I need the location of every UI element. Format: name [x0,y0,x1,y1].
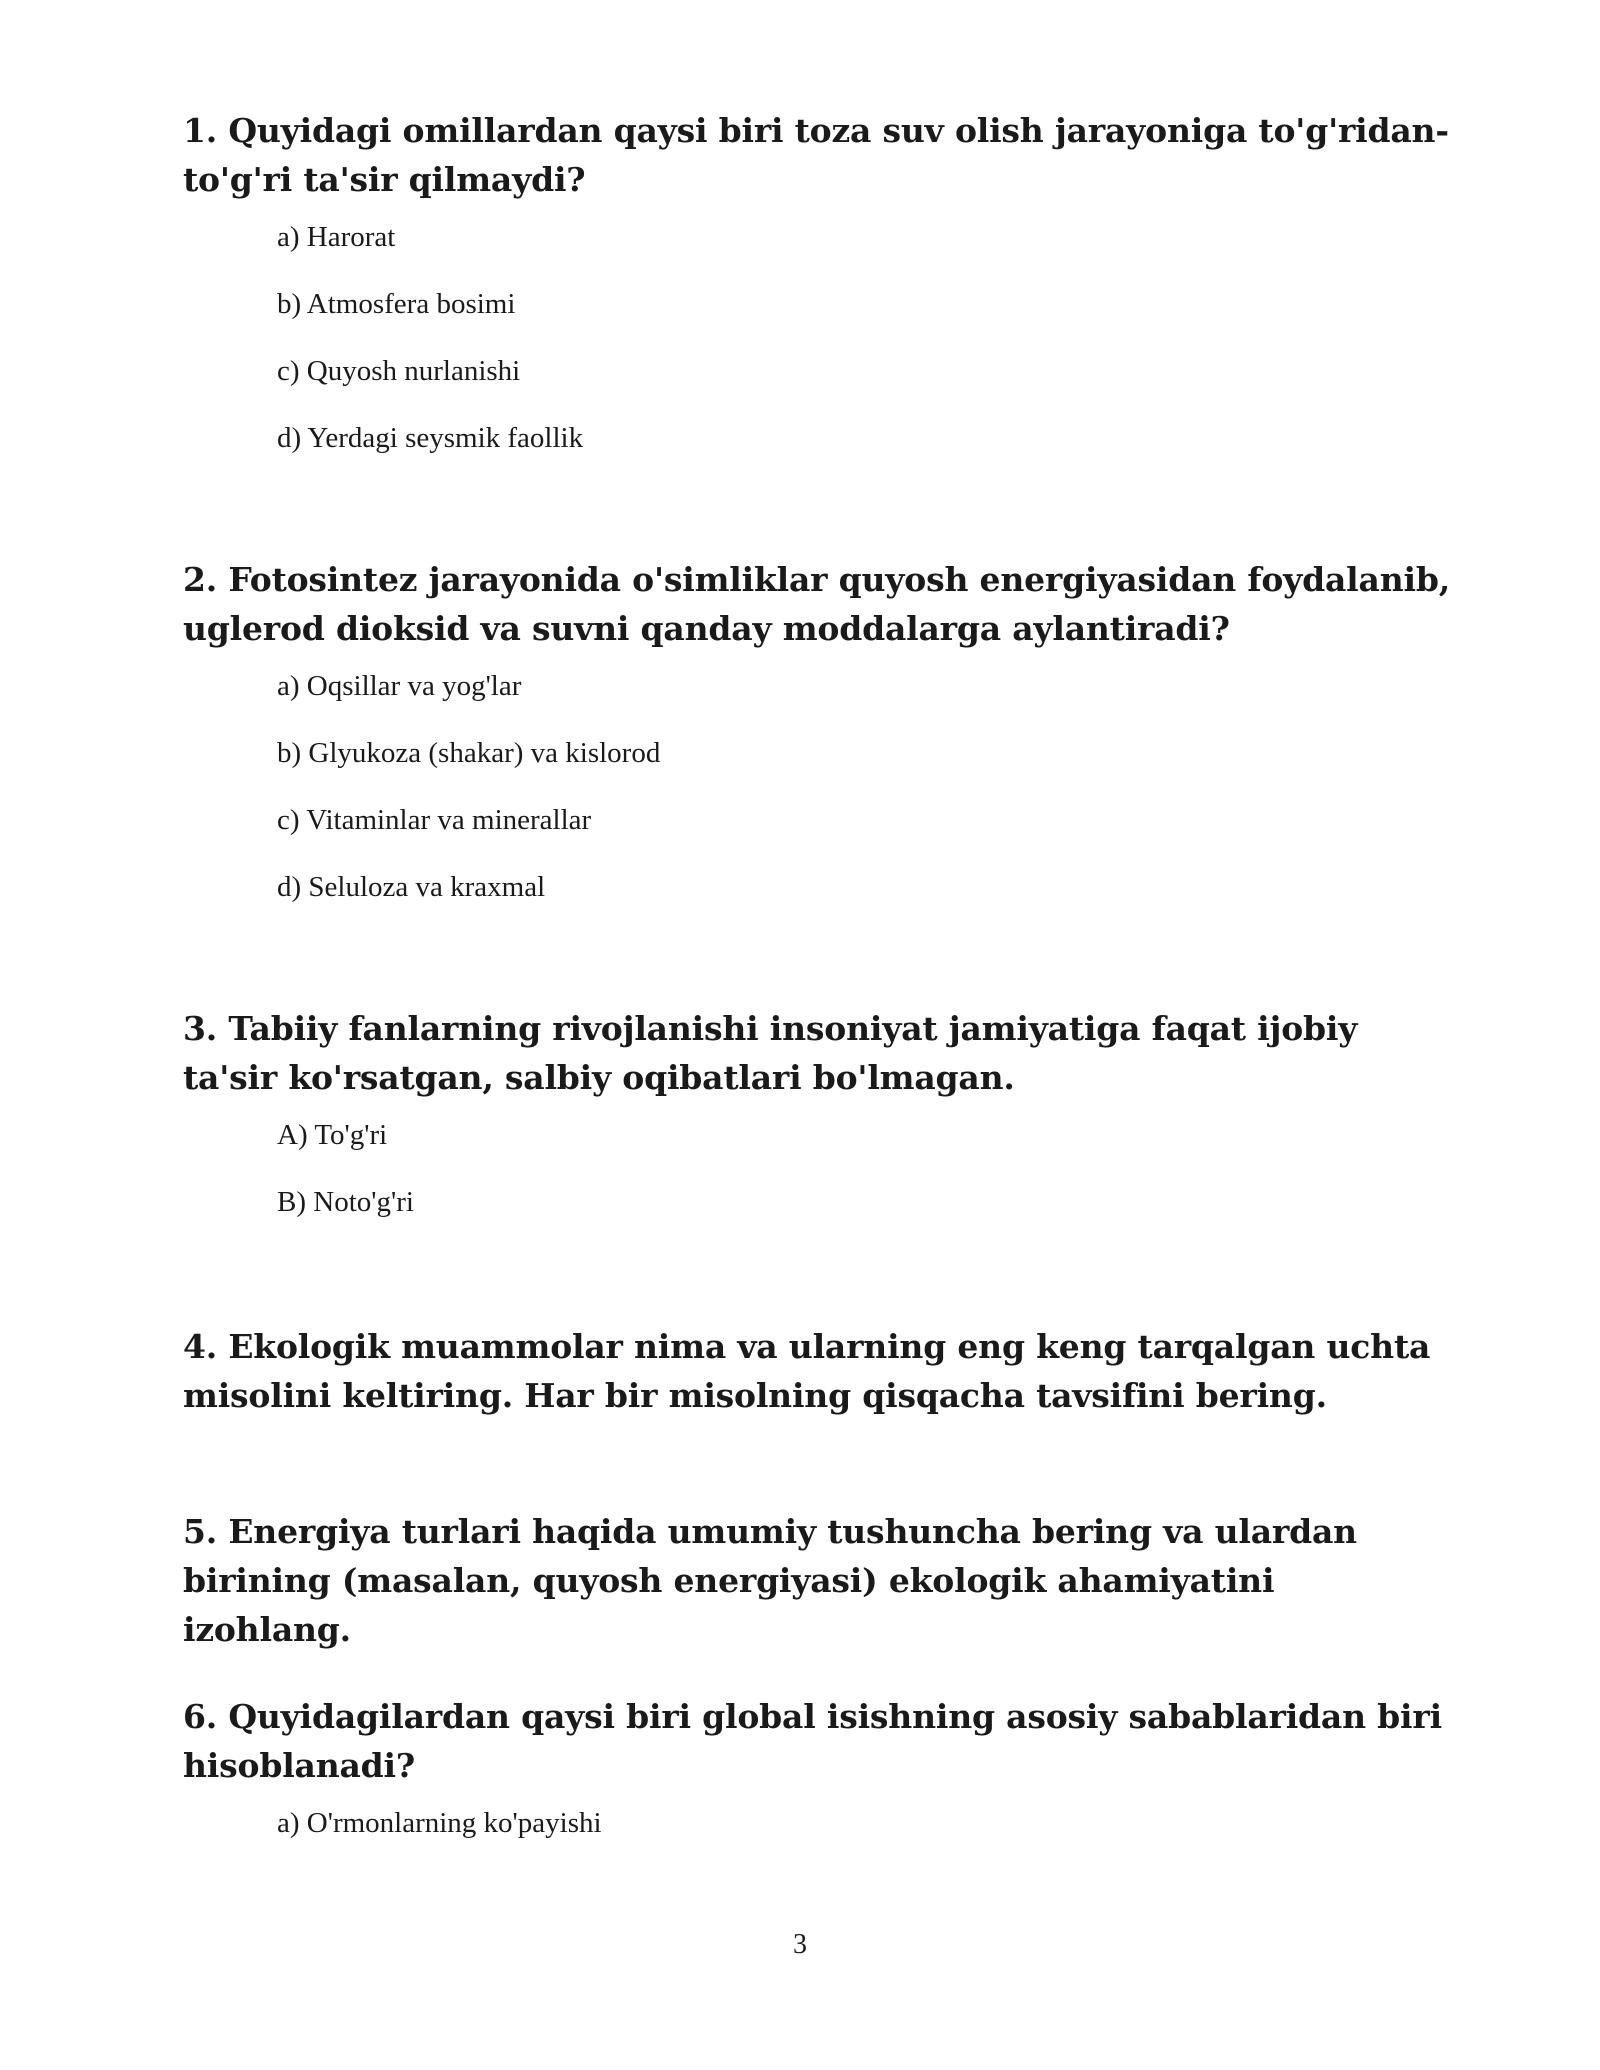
question-6 [183,1692,1453,1873]
answer-option: c) Vitaminlar va minerallar [277,804,592,836]
question-text: 6. Quyidagilardan qaysi biri global isishning asosiy sabablaridan biri hisoblanadi? [183,1697,1442,1785]
question-text: 5. Energiya turlari haqida umumiy tushuncha bering va ulardan birining (masalan, quyosh energiyasi) ekologik ahamiyatini izohlang. [183,1512,1357,1649]
answer-option: a) Oqsillar va yog'lar [277,670,522,702]
answer-option: A) To'g'ri [277,1119,388,1151]
answer-option: b) Atmosfera bosimi [277,288,516,320]
question-text: 3. Tabiiy fanlarning rivojlanishi insoniyat jamiyatiga faqat ijobiy ta'sir ko'rsatgan, salbiy oqibatlari bo'lmagan. [183,1009,1358,1097]
question-5 [183,1507,1453,1654]
question-text: 1. Quyidagi omillardan qaysi biri toza suv olish jarayoniga to'g'ridan-to'g'ri ta'sir qilmaydi? [183,111,1449,199]
answer-option: B) Noto'g'ri [277,1186,414,1218]
question-2 [183,555,1453,937]
answer-option: d) Yerdagi seysmik faollik [277,422,584,454]
answer-option: c) Quyosh nurlanishi [277,355,521,387]
question-text: 4. Ekologik muammolar nima va ularning eng keng tarqalgan uchta misolini keltiring. Har bir misolning qisqacha tavsifini bering. [183,1327,1431,1415]
question-4 [183,1322,1453,1420]
answer-option: d) Seluloza va kraxmal [277,871,546,903]
question-text: 2. Fotosintez jarayonida o'simliklar quyosh energiyasidan foydalanib, uglerod dioksid va suvni qanday moddalarga aylantiradi? [183,560,1450,648]
answer-options [183,1806,1453,1840]
answer-option: b) Glyukoza (shakar) va kislorod [277,737,661,769]
question-3 [183,1004,1453,1252]
answer-options [183,669,1453,904]
answer-options [183,220,1453,455]
answer-options [183,1118,1453,1219]
answer-option: a) Harorat [277,221,396,253]
answer-option: a) O'rmonlarning ko'payishi [277,1807,602,1839]
page-number: 3 [793,1929,807,1960]
question-1 [183,106,1453,488]
